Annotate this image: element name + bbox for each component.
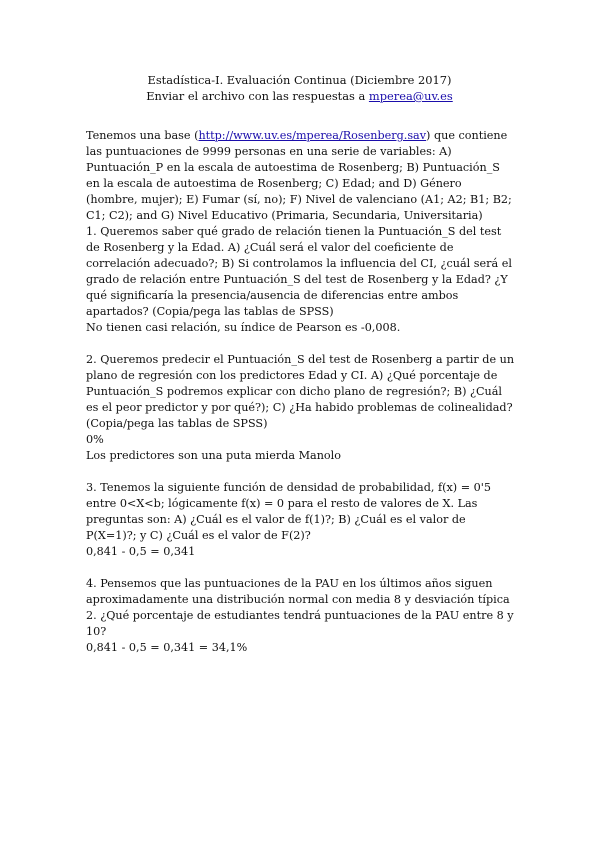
question-2: 2. Queremos predecir el Puntuación_S del test de Rosenberg a partir de un plano de regresión con los predictores Edad y CI. A) ¿Qué porcentaje de Puntuación_S podremos explicar con dicho plano de regresión?; B) ¿Cuál es el peor predictor y por qué?); C) ¿Ha habido problemas de colinealidad? (Copia/pega las tablas de SPSS)	[86, 353, 515, 430]
send-instructions-text: Enviar el archivo con las respuestas a	[146, 89, 369, 103]
answer-1	[86, 320, 516, 336]
intro-paragraph	[86, 128, 516, 224]
dataset-link[interactable]: http://www.uv.es/mperea/Rosenberg.sav	[198, 129, 427, 142]
answer-2	[86, 432, 516, 464]
answer-4-line-1: 0,841 - 0,5 = 0,341 = 34,1%	[86, 641, 248, 654]
answer-3	[86, 544, 516, 560]
document-body	[86, 128, 516, 672]
question-1: 1. Queremos saber qué grado de relación tienen la Puntuación_S del test de Rosenberg y la Edad. A) ¿Cuál será el valor del coeficiente de correlación adecuado?; B) Si controlamos la influencia del CI, ¿cuál será el grado de relación entre Puntuación_S del test de Rosenberg y la Edad? ¿Y qué significaría la presencia/ausencia de diferencias entre ambos apartados? (Copia/pega las tablas de SPSS)	[86, 225, 512, 318]
answer-2-line-2: Los predictores son una puta mierda Manolo	[86, 449, 341, 462]
document-header	[0, 72, 599, 104]
answer-4	[86, 640, 516, 656]
email-link[interactable]: mperea@uv.es	[368, 89, 453, 103]
send-instructions	[0, 88, 599, 104]
intro-suffix: ) que contiene las puntuaciones de 9999 personas en una serie de variables: A) Puntuación_P en la escala de autoestima de Rosenberg; B) Puntuación_S en la escala de autoestima de Rosenberg; C) Edad; and D) Género (hombre, mujer); E) Fumar (sí, no); F) Nivel de valenciano (A1; A2; B1; B2; C1; C2); and G) Nivel Educativo (Primaria, Secundaria, Universitaria)	[86, 129, 512, 222]
question-4: 4. Pensemos que las puntuaciones de la PAU en los últimos años siguen aproximadamente una distribución normal con media 8 y desviación típica 2. ¿Qué porcentaje de estudiantes tendrá puntuaciones de la PAU entre 8 y 10?	[86, 577, 514, 638]
intro-prefix: Tenemos una base (	[86, 129, 199, 142]
question-3: 3. Tenemos la siguiente función de densidad de probabilidad, f(x) = 0'5 entre 0<X<b; lógicamente f(x) = 0 para el resto de valores de X. Las preguntas son: A) ¿Cuál es el valor de f(1)?; B) ¿Cuál es el valor de P(X=1)?; y C) ¿Cuál es el valor de F(2)?	[86, 481, 491, 542]
answer-1-line-1: No tienen casi relación, su índice de Pearson es -0,008.	[86, 321, 401, 334]
answer-3-line-1: 0,841 - 0,5 = 0,341	[86, 545, 196, 558]
answer-2-line-1: 0%	[86, 433, 104, 446]
document-title: Estadística-I. Evaluación Continua (Diciembre 2017)	[147, 73, 452, 87]
